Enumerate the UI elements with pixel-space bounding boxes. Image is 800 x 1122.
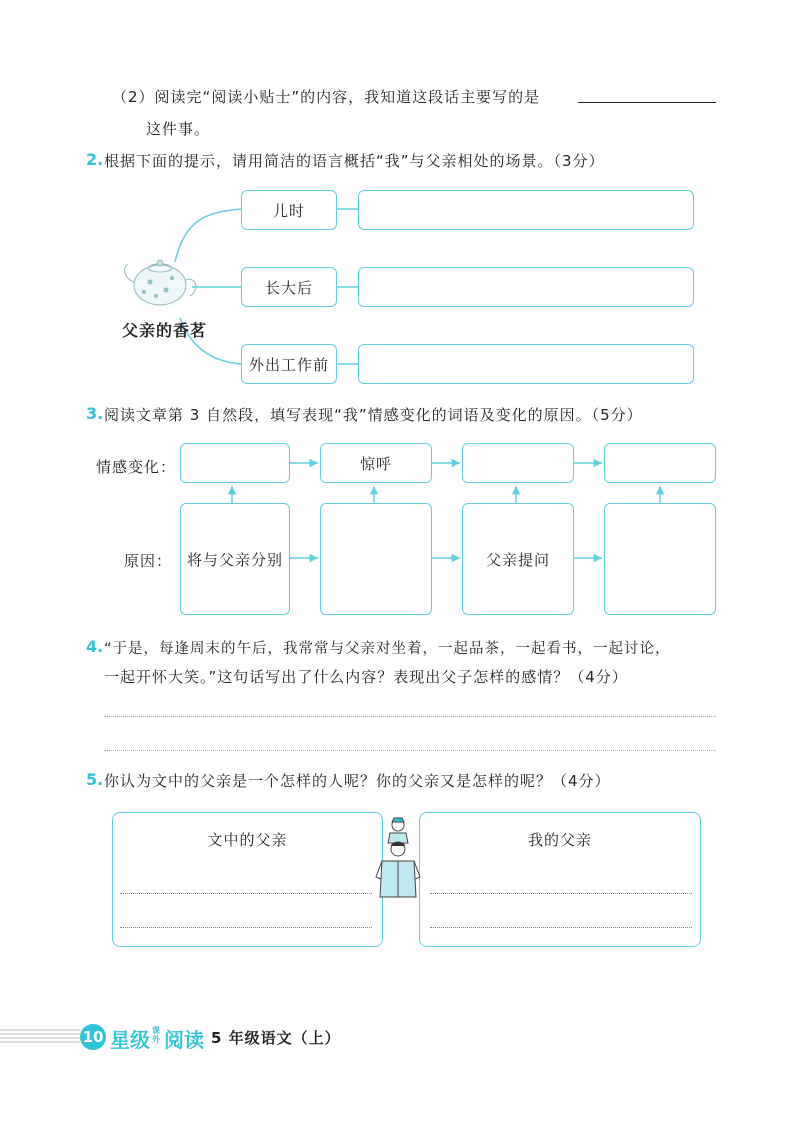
- q3-reason-label: 原因：: [124, 552, 173, 570]
- q4-line2: 一起开怀大笑。”这句话写出了什么内容？表现出父子怎样的感情？（4分）: [104, 668, 628, 686]
- q3-prompt: 阅读文章第 3 自然段，填写表现“我”情感变化的词语及变化的原因。（5分）: [104, 406, 643, 424]
- q2-number: 2.: [86, 150, 104, 169]
- q1-part2-line2: 这件事。: [146, 120, 211, 138]
- footer-brand-1: 星级: [110, 1028, 150, 1052]
- q4-line1: “于是，每逢周末的午后，我常常与父亲对坐着，一起品茶，一起看书，一起讨论，: [104, 641, 671, 657]
- q5-prompt: 你认为文中的父亲是一个怎样的人呢？你的父亲又是怎样的呢？（4分）: [104, 772, 611, 790]
- footer-brand-2: 阅读: [164, 1028, 204, 1052]
- q3-emotion-label: 情感变化：: [96, 458, 177, 476]
- q2-prompt: 根据下面的提示，请用简洁的语言概括“我”与父亲相处的场景。（3分）: [104, 152, 605, 170]
- q2-center-title: 父亲的香茗: [122, 321, 208, 340]
- q2-branch-label-3: 外出工作前: [241, 344, 337, 384]
- footer-brand-small: 课外: [152, 1026, 160, 1044]
- q3-reason-box-1: 将与父亲分别: [180, 503, 290, 615]
- q3-reason-box-3: 父亲提问: [462, 503, 574, 615]
- q4-number: 4.: [86, 637, 104, 656]
- page-number-badge: 10: [80, 1024, 106, 1050]
- q1-part2-line1: （2）阅读完“阅读小贴士”的内容，我知道这段话主要写的是: [112, 88, 541, 106]
- q5-number: 5.: [86, 770, 104, 789]
- q2-branch-label-2: 长大后: [241, 267, 337, 307]
- q3-emotion-box-2: 惊呼: [320, 443, 432, 483]
- q5-right-title: 我的父亲: [527, 831, 592, 849]
- footer-grade: 5 年级语文（上）: [211, 1029, 341, 1047]
- q2-branch-label-1: 儿时: [241, 190, 337, 230]
- q3-number: 3.: [86, 404, 104, 423]
- q5-left-title: 文中的父亲: [207, 831, 288, 849]
